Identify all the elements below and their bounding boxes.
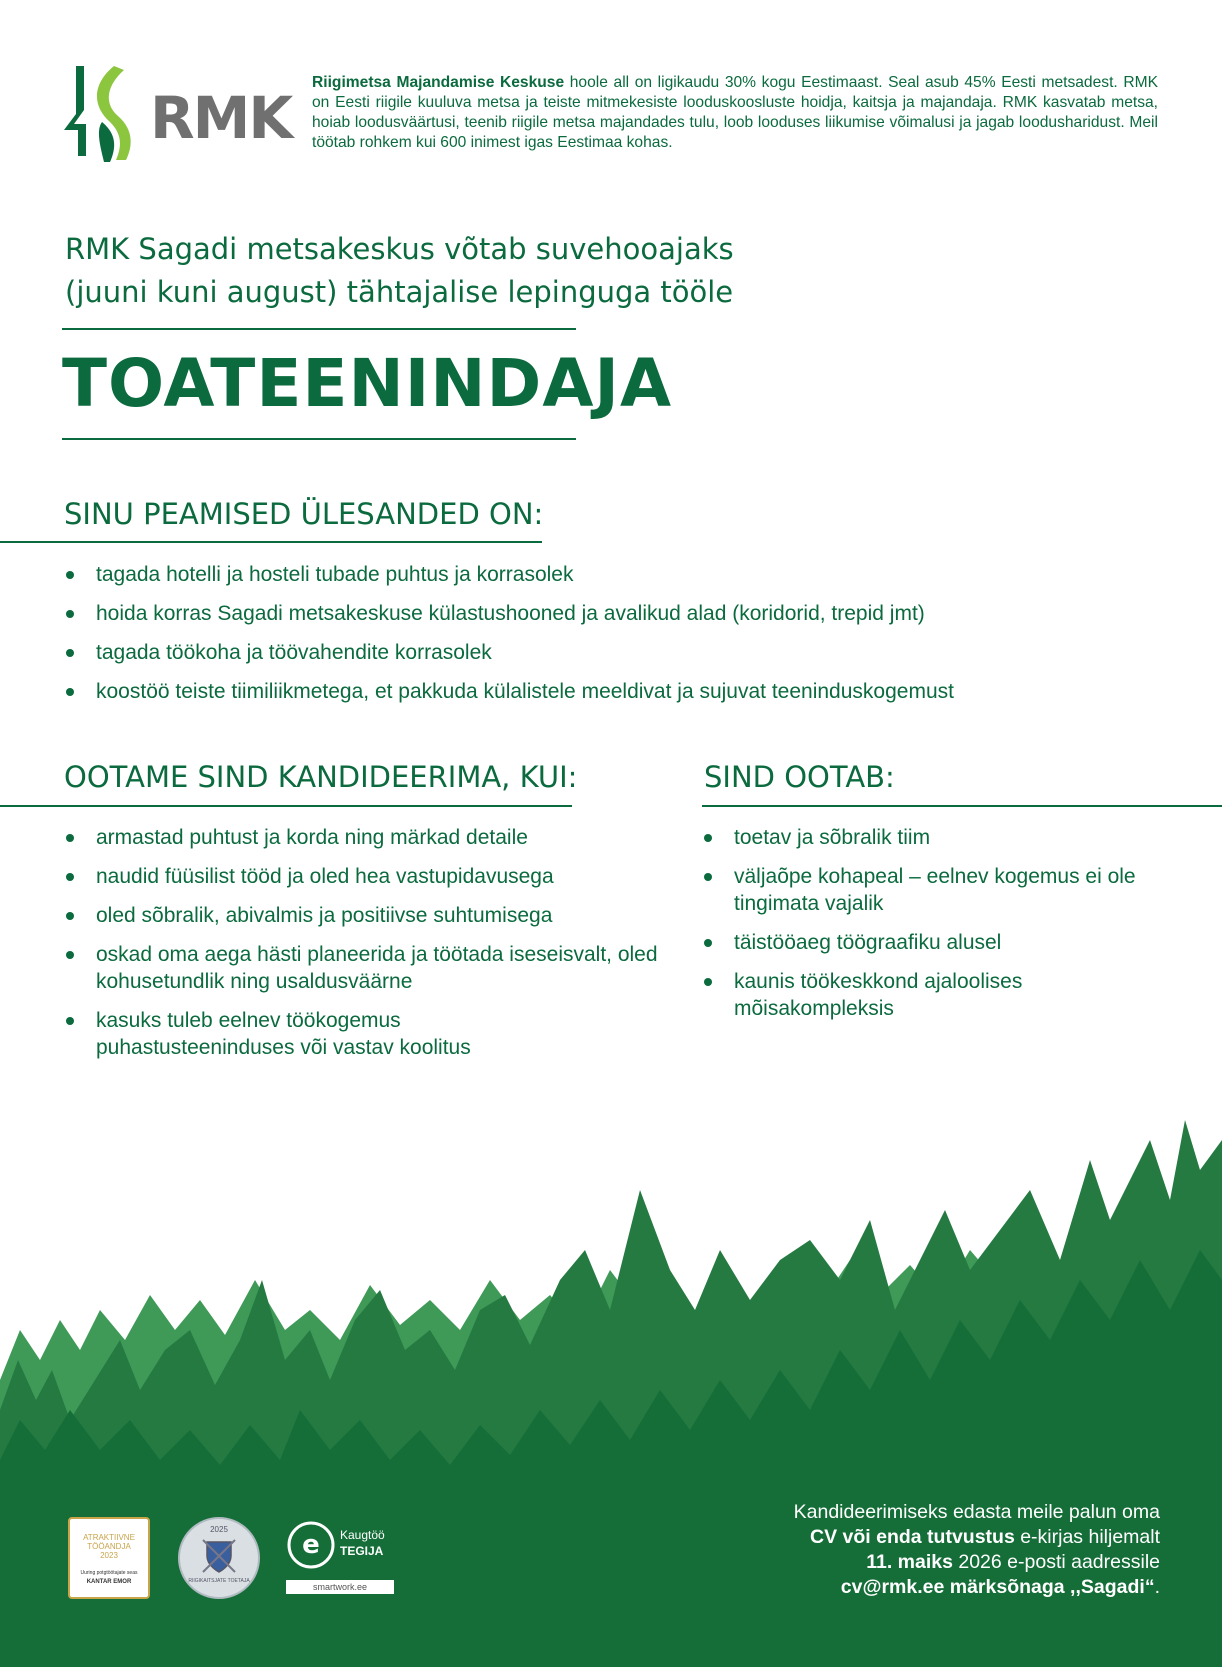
list-item: armastad puhtust ja korda ning märkad detaile [64, 824, 664, 851]
requirements-heading: OOTAME SIND KANDIDEERIMA, KUI: [64, 760, 578, 794]
subtitle-line-1: RMK Sagadi metsakeskus võtab suvehooajaks [65, 232, 734, 266]
e-logo-icon [286, 1520, 336, 1570]
rmk-logo-text: RMK [150, 84, 292, 152]
apply-deadline: 11. maiks [866, 1551, 953, 1573]
list-item: kaunis töökeskkond ajaloolises mõisakompleksis [702, 968, 1084, 1022]
badge-brand: KANTAR EMOR [86, 1579, 132, 1585]
offer-heading: SIND OOTAB: [704, 760, 895, 794]
tasks-list [64, 561, 1164, 717]
apply-line-3-rest: 2026 e-posti aadressile [952, 1551, 1160, 1573]
list-item: naudid füüsilist tööd ja oled hea vastupidavusega [64, 863, 664, 890]
seal-year: 2025 [210, 1525, 228, 1534]
tasks-heading-rule [0, 541, 542, 543]
apply-email[interactable]: cv@rmk.ee märksõnaga ,,Sagadi“ [840, 1576, 1155, 1598]
list-item: tagada töökoha ja töövahendite korrasolek [64, 639, 1164, 666]
defence-supporter-seal [178, 1517, 260, 1599]
intro-paragraph [312, 73, 1158, 153]
apply-line-2-rest: e-kirjas hiljemalt [1014, 1526, 1160, 1548]
list-item: oskad oma aega hästi planeerida ja töötada iseseisvalt, oled kohusetundlik ning usaldusväärne [64, 941, 664, 995]
list-item: tagada hotelli ja hosteli tubade puhtus ja korrasolek [64, 561, 1164, 588]
badge-year: 2023 [100, 1551, 118, 1560]
apply-line-4-rest: . [1154, 1576, 1160, 1598]
attractive-employer-badge [68, 1517, 150, 1599]
apply-line-3 [730, 1550, 1160, 1575]
badge-small-text: Uuring potgtöötajate seas [80, 1570, 138, 1576]
list-item: täistööaeg töögraafiku alusel [702, 929, 1142, 956]
apply-line-1: Kandideerimiseks edasta meile palun oma [793, 1501, 1160, 1523]
job-title: TOATEENINDAJA [62, 345, 673, 422]
remote-work-badge [286, 1520, 396, 1598]
svg-text:e: e [302, 1530, 320, 1560]
subtitle-line-2: (juuni kuni august) tähtajalise lepinguga tööle [65, 275, 734, 309]
tasks-heading: SINU PEAMISED ÜLESANDED ON: [64, 497, 544, 531]
list-item: kasuks tuleb eelnev töökogemus puhastusteeninduses või vastav koolitus [64, 1007, 526, 1061]
offer-list [702, 824, 1142, 1034]
application-instructions [730, 1500, 1160, 1600]
remote-url: smartwork.ee [286, 1580, 394, 1594]
rmk-logo-mark [62, 66, 142, 162]
remote-line-2: TEGIJA [340, 1544, 384, 1558]
list-item: koostöö teiste tiimiliikmetega, et pakkuda külalistele meeldivat ja sujuvat teeninduskogemust [64, 678, 1164, 705]
badge-line-1: ATRAKTIIVNE [83, 1533, 135, 1542]
badge-line-2: TÖÖANDJA [87, 1542, 131, 1551]
apply-line-2 [730, 1525, 1160, 1550]
job-subtitle [65, 228, 785, 314]
title-rule-bottom [62, 438, 576, 440]
apply-line-4 [730, 1575, 1160, 1600]
list-item: hoida korras Sagadi metsakeskuse külastushooned ja avalikud alad (koridorid, trepid jmt) [64, 600, 1164, 627]
title-rule-top [62, 328, 576, 330]
list-item: oled sõbralik, abivalmis ja positiivse suhtumisega [64, 902, 664, 929]
list-item: väljaõpe kohapeal – eelnev kogemus ei ole tingimata vajalik [702, 863, 1142, 917]
requirements-list [64, 824, 664, 1073]
requirements-heading-rule [0, 805, 572, 807]
shield-icon [199, 1536, 239, 1576]
list-item: toetav ja sõbralik tiim [702, 824, 1142, 851]
seal-text: RIIGIKAITSJATE TOETAJA [188, 1578, 250, 1584]
offer-heading-rule [702, 805, 1222, 807]
remote-line-1: Kaugtöö [340, 1528, 385, 1542]
org-name: Riigimetsa Majandamise Keskuse [312, 74, 565, 91]
intro-text: hoole all on ligikaudu 30% kogu Eestimaast. Seal asub 45% Eesti metsadest. RMK on Eesti riigile kuuluva metsa ja teiste mitmekesiste looduskoosluste hoidja, kaitsja ja majandaja. RMK kasvatab metsa, hoiab loodusväärtusi, teenib riigile metsa majandades tulu, loob looduses liikumise võimalusi ja jagab loodusharidust. Meil töötab rohkem kui 600 inimest igas Eestimaa kohas. [312, 74, 1158, 151]
apply-cv-text: CV või enda tutvustus [810, 1526, 1015, 1548]
